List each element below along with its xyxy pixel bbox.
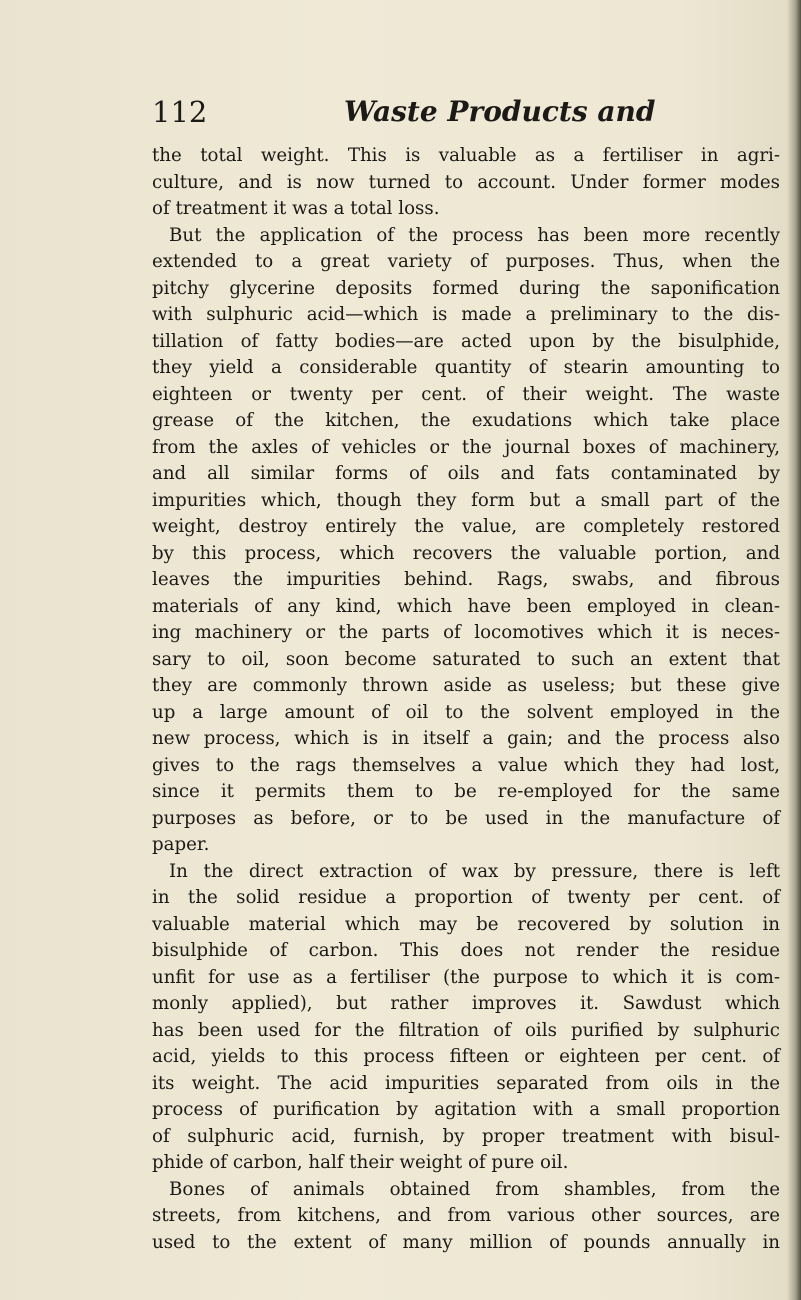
text-line: process of purification by agitation with a small proportion <box>152 1099 780 1120</box>
text-line: with sulphuric acid—which is made a preliminary to the dis- <box>152 304 780 325</box>
text-line: its weight. The acid impurities separated from oils in the <box>152 1072 780 1094</box>
text-line: But the application of the process has been more recently <box>169 224 780 246</box>
running-head-title: Waste Products and <box>344 95 656 128</box>
text-line: up a large amount of oil to the solvent employed in the <box>152 701 780 723</box>
text-line: acid, yields to this process fifteen or eighteen per cent. of <box>152 1046 780 1067</box>
text-line: unfit for use as a fertiliser (the purpose to which it is com- <box>152 966 780 988</box>
page-edge-shadow <box>787 0 801 1300</box>
text-line: purposes as before, or to be used in the manufacture of <box>152 807 780 829</box>
text-line: has been used for the filtration of oils purified by sulphuric <box>152 1019 780 1041</box>
text-line: bisulphide of carbon. This does not render the residue <box>152 940 780 961</box>
text-line: streets, from kitchens, and from various other sources, are <box>152 1205 780 1226</box>
text-line: materials of any kind, which have been employed in clean- <box>152 595 780 617</box>
text-line: extended to a great variety of purposes. Thus, when the <box>152 251 780 272</box>
text-line: from the axles of vehicles or the journal boxes of machinery, <box>152 436 780 458</box>
text-line: sary to oil, soon become saturated to such an extent that <box>152 648 780 670</box>
text-line: by this process, which recovers the valuable portion, and <box>152 542 780 564</box>
body-text <box>152 143 780 1256</box>
text-line: In the direct extraction of wax by pressure, there is left <box>169 860 780 882</box>
text-line: Bones of animals obtained from shambles, from the <box>169 1178 780 1200</box>
text-line: since it permits them to be re-employed for the same <box>152 781 780 802</box>
text-line: gives to the rags themselves a value which they had lost, <box>152 754 780 776</box>
text-line: valuable material which may be recovered by solution in <box>152 913 780 935</box>
text-line: paper. <box>152 834 210 855</box>
text-line: culture, and is now turned to account. Under former modes <box>152 171 780 193</box>
text-line: and all similar forms of oils and fats contaminated by <box>152 463 780 484</box>
text-line: monly applied), but rather improves it. Sawdust which <box>152 993 780 1014</box>
text-line: grease of the kitchen, the exudations which take place <box>152 410 780 431</box>
text-line: tillation of fatty bodies—are acted upon by the bisulphide, <box>152 330 780 352</box>
text-line: they yield a considerable quantity of stearin amounting to <box>152 357 780 378</box>
text-line: they are commonly thrown aside as useless; but these give <box>152 675 780 696</box>
text-line: new process, which is in itself a gain; and the process also <box>152 728 780 749</box>
text-line: in the solid residue a proportion of twenty per cent. of <box>152 887 780 908</box>
text-line: ing machinery or the parts of locomotives which it is neces- <box>152 622 780 643</box>
text-line: phide of carbon, half their weight of pure oil. <box>152 1152 569 1173</box>
text-line: of treatment it was a total loss. <box>152 198 440 219</box>
text-line: pitchy glycerine deposits formed during the saponification <box>152 277 780 299</box>
text-line: used to the extent of many million of pounds annually in <box>152 1231 780 1253</box>
text-line: of sulphuric acid, furnish, by proper treatment with bisul- <box>152 1125 780 1147</box>
text-line: weight, destroy entirely the value, are completely restored <box>152 516 780 537</box>
text-line: leaves the impurities behind. Rags, swabs, and fibrous <box>152 569 780 590</box>
text-line: impurities which, though they form but a small part of the <box>152 489 780 511</box>
running-head <box>152 95 772 143</box>
text-line: the total weight. This is valuable as a fertiliser in agri- <box>152 145 780 166</box>
page-number: 112 <box>152 95 208 129</box>
text-line: eighteen or twenty per cent. of their weight. The waste <box>152 383 780 405</box>
